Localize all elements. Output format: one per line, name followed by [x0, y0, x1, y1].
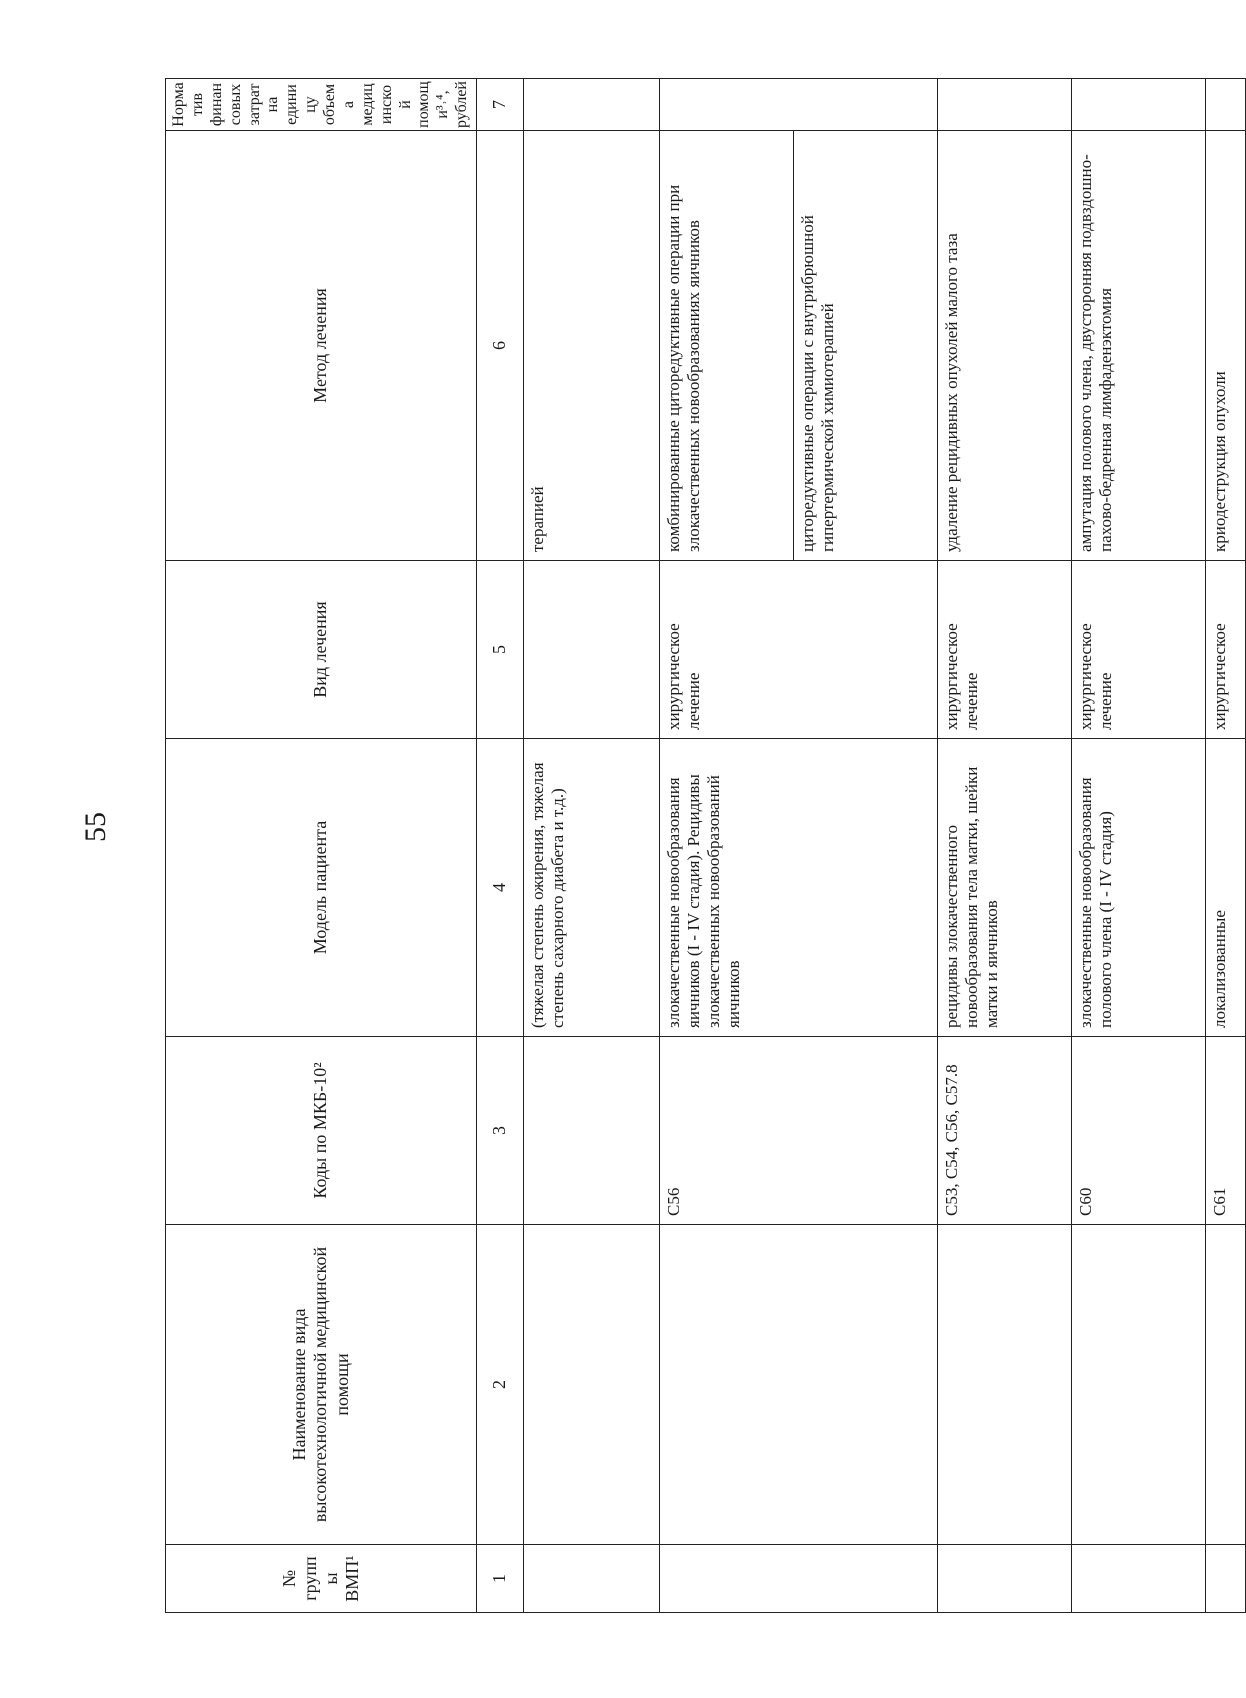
cell-patient-model: локализованные	[1206, 739, 1246, 1037]
page-number: 55	[79, 812, 112, 842]
cell-group-number	[524, 1545, 660, 1613]
cell-vmp-name	[524, 1225, 660, 1545]
cell-cost-norm	[1072, 79, 1206, 131]
cell-treatment-method: криодеструкция опухоли	[1206, 131, 1246, 561]
cell-vmp-name	[1206, 1225, 1246, 1545]
column-number: 4	[477, 739, 524, 1037]
header-icd-codes: Коды по МКБ-10²	[166, 1037, 477, 1225]
header-group-number: № группы ВМП¹	[166, 1545, 477, 1613]
cell-patient-model: злокачественные новообразования полового члена (I - IV стадия)	[1072, 739, 1206, 1037]
column-number: 5	[477, 561, 524, 739]
header-cost-norm: Норматив финансовых затрат на единицу объема медицинской помощи³˒⁴, рублей	[166, 79, 477, 131]
header-treatment-method: Метод лечения	[166, 131, 477, 561]
cell-group-number	[938, 1545, 1072, 1613]
cell-cost-norm	[660, 79, 938, 131]
table-row	[1072, 79, 1206, 1613]
cell-icd-code: C56	[660, 1037, 938, 1225]
column-number: 2	[477, 1225, 524, 1545]
cell-vmp-name	[1072, 1225, 1206, 1545]
column-numbers-row	[477, 79, 524, 1613]
cell-icd-code: C53, C54, C56, C57.8	[938, 1037, 1072, 1225]
cell-icd-code: C60	[1072, 1037, 1206, 1225]
cell-vmp-name	[938, 1225, 1072, 1545]
cell-icd-code	[524, 1037, 660, 1225]
cell-treatment-method: ампутация полового члена, двусторонняя подвздошно-пахово-бедренная лимфаденэктомия	[1072, 131, 1206, 561]
cell-treatment-method: удаление рецидивных опухолей малого таза	[938, 131, 1072, 561]
column-number: 1	[477, 1545, 524, 1613]
cell-group-number	[660, 1545, 938, 1613]
cell-patient-model: рецидивы злокачественного новообразования тела матки, шейки матки и яичников	[938, 739, 1072, 1037]
cell-vmp-name	[660, 1225, 938, 1545]
table-row	[660, 79, 794, 1613]
table-row	[524, 79, 660, 1613]
table-row	[1206, 79, 1246, 1613]
header-patient-model: Модель пациента	[166, 739, 477, 1037]
cell-group-number	[1072, 1545, 1206, 1613]
column-number: 7	[477, 79, 524, 131]
cell-cost-norm	[1206, 79, 1246, 131]
cell-treatment-type	[524, 561, 660, 739]
cell-treatment-type: хирургическое лечение	[938, 561, 1072, 739]
header-treatment-type: Вид лечения	[166, 561, 477, 739]
table-row	[938, 79, 1072, 1613]
cell-group-number	[1206, 1545, 1246, 1613]
header-row	[166, 79, 477, 1613]
cell-patient-model: (тяжелая степень ожирения, тяжелая степень сахарного диабета и т.д.)	[524, 739, 660, 1037]
cell-treatment-method: комбинированные циторедуктивные операции при злокачественных новообразованиях яичников	[660, 131, 794, 561]
cell-treatment-type: хирургическое	[1206, 561, 1246, 739]
cell-icd-code: C61	[1206, 1037, 1246, 1225]
rotated-table-wrapper	[165, 79, 1229, 1613]
cell-treatment-method: циторедуктивные операции с внутрибрюшной гипертермической химиотерапией	[794, 131, 938, 561]
cell-patient-model: злокачественные новообразования яичников (I - IV стадия). Рецидивы злокачественных новообразований яичников	[660, 739, 938, 1037]
vmp-table	[165, 78, 1246, 1613]
cell-treatment-method: терапией	[524, 131, 660, 561]
header-vmp-name: Наименование вида высокотехнологичной медицинской помощи	[166, 1225, 477, 1545]
cell-treatment-type: хирургическое лечение	[660, 561, 938, 739]
column-number: 3	[477, 1037, 524, 1225]
cell-cost-norm	[524, 79, 660, 131]
cell-cost-norm	[938, 79, 1072, 131]
cell-treatment-type: хирургическое лечение	[1072, 561, 1206, 739]
column-number: 6	[477, 131, 524, 561]
